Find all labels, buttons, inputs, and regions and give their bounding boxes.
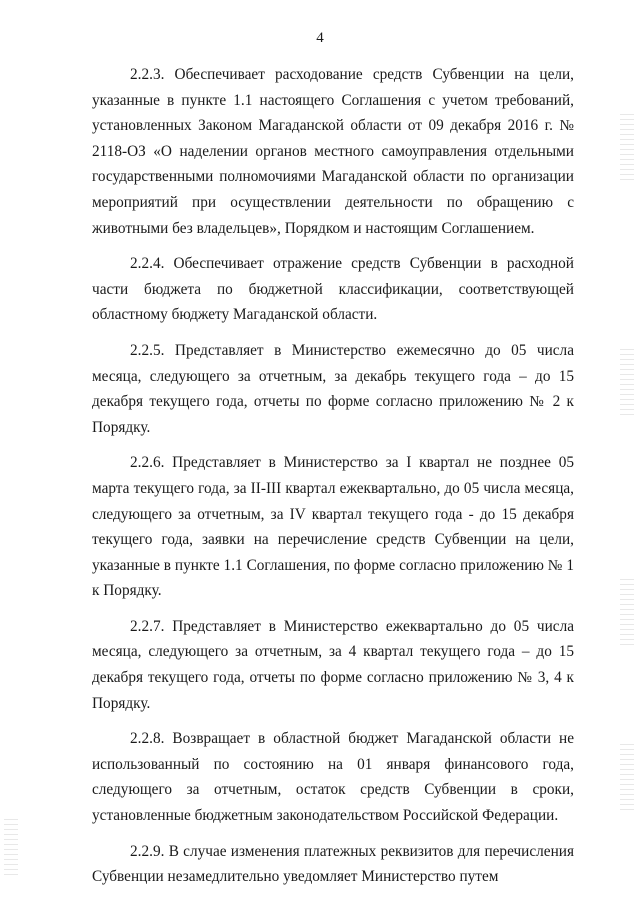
paragraph-2-2-9: 2.2.9. В случае изменения платежных реквизитов для перечисления Субвенции незамедлительно уведомляет Министерство путем	[92, 842, 574, 886]
scan-artifact	[620, 740, 634, 810]
document-body	[92, 62, 574, 900]
scan-artifact	[620, 110, 634, 180]
paragraph-2-2-8: 2.2.8. Возвращает в областной бюджет Магаданской области не использованный по состоянию на 01 января финансового года, следующего за отчетным, остаток средств Субвенции в сроки, установленные бюджетным законодательством Российской Федерации.	[92, 730, 574, 825]
paragraph-2-2-3: 2.2.3. Обеспечивает расходование средств Субвенции на цели, указанные в пункте 1.1 настоящего Соглашения с учетом требований, установленных Законом Магаданской области от 09 декабря 2016 г. № 2118-ОЗ «О наделении органов местного самоуправления отдельными государственными полномочиями Магаданской области по организации мероприятий при осуществлении деятельности по обращению с животными без владельцев», Порядком и настоящим Соглашением.	[92, 66, 574, 237]
scan-artifact	[4, 815, 18, 875]
scan-artifact	[620, 345, 634, 415]
paragraph-2-2-5: 2.2.5. Представляет в Министерство ежемесячно до 05 числа месяца, следующего за отчетным, за декабрь текущего года – до 15 декабря текущего года, отчеты по форме согласно приложению № 2 к Порядку.	[92, 341, 574, 436]
paragraph-2-2-6: 2.2.6. Представляет в Министерство за I квартал не позднее 05 марта текущего года, за II-III квартал ежеквартально, до 05 числа месяца, следующего за отчетным, за IV квартал текущего года - до 15 декабря текущего года, заявки на перечисление средств Субвенции на цели, указанные в пункте 1.1 Соглашения, по форме согласно приложению № 1 к Порядку.	[92, 454, 574, 600]
page-number: 4	[316, 30, 324, 46]
scan-artifact	[620, 575, 634, 645]
paragraph-2-2-4: 2.2.4. Обеспечивает отражение средств Субвенции в расходной части бюджета по бюджетной классификации, соответствующей областному бюджету Магаданской области.	[92, 255, 574, 324]
paragraph-2-2-7: 2.2.7. Представляет в Министерство ежеквартально до 05 числа месяца, следующего за отчетным, за 4 квартал текущего года – до 15 декабря текущего года, отчеты по форме согласно приложению № 3, 4 к Порядку.	[92, 617, 574, 712]
